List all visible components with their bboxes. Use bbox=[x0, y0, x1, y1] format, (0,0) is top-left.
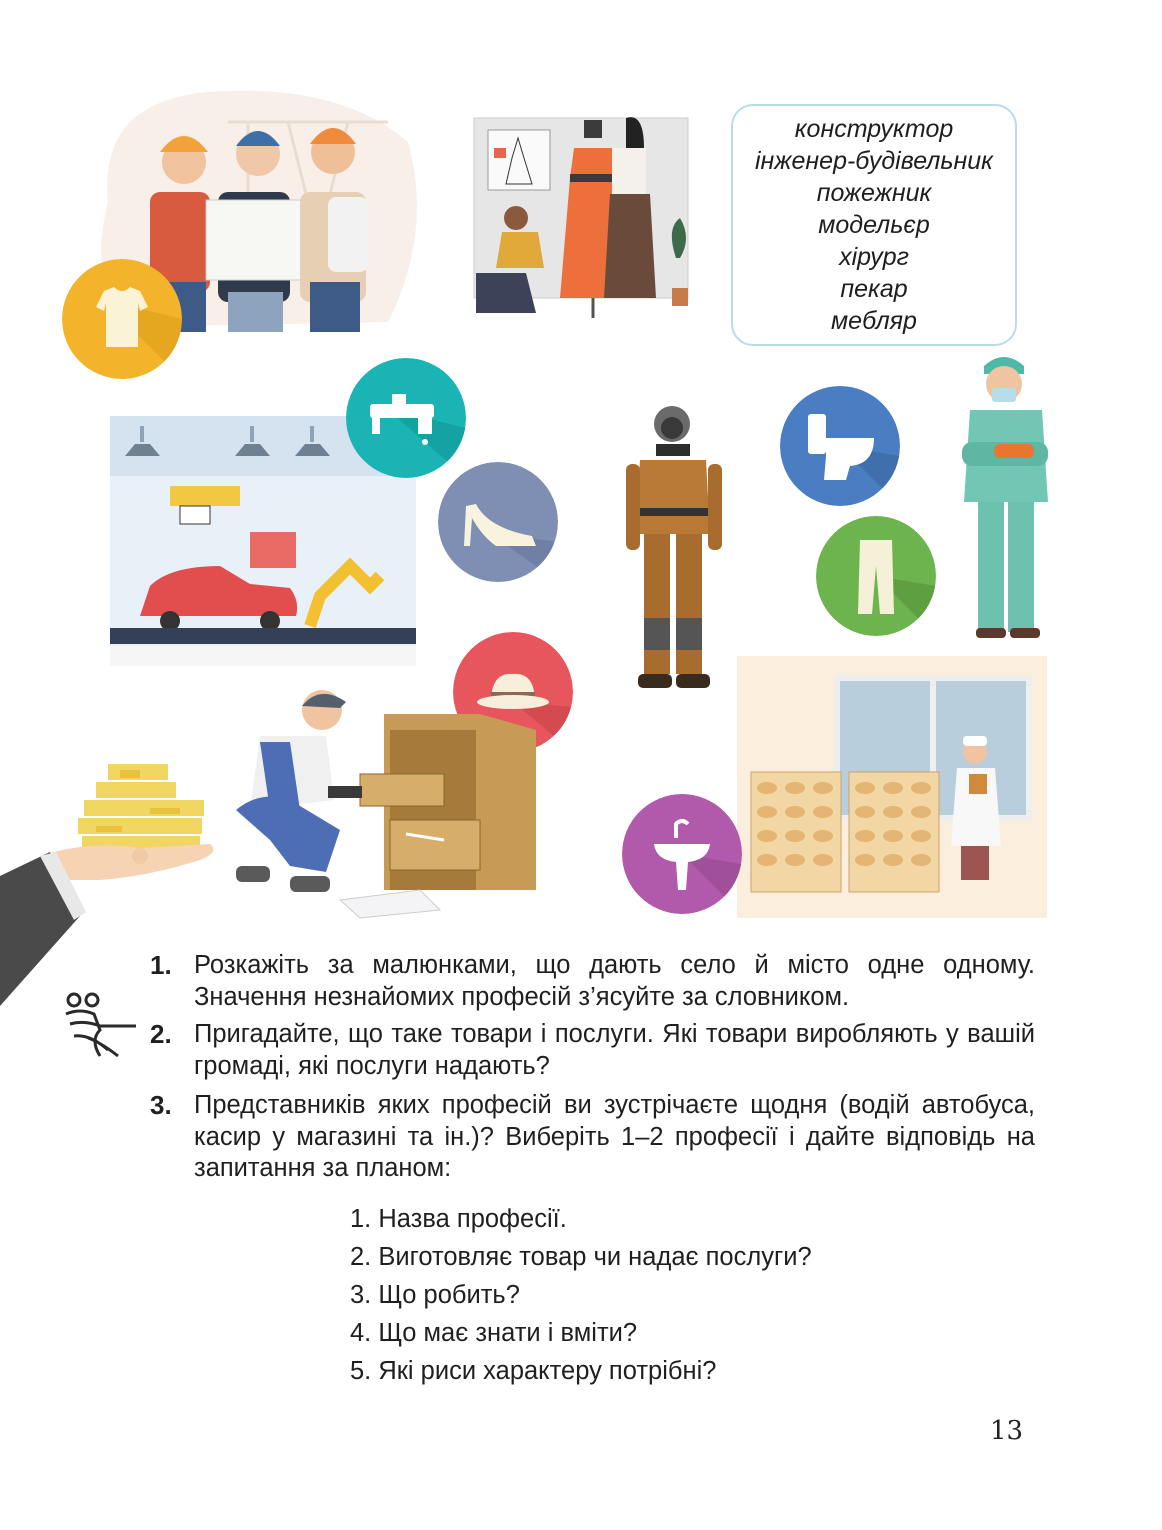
word-surgeon: хірург bbox=[839, 243, 909, 271]
answer-plan bbox=[350, 1200, 812, 1390]
word-firefighter: пожежник bbox=[816, 179, 932, 207]
word-furniture-maker: мебляр bbox=[831, 307, 917, 335]
task-3-text: Представників яких професій ви зустрічаєте щодня (водій автобуса, касир у магазині та ін.)? Виберіть 1–2 професії і дайте відповідь на запитання за планом: bbox=[194, 1091, 1035, 1182]
plan-item: 4. Що має знати і вміти? bbox=[350, 1319, 638, 1347]
task-3-number: 3. bbox=[150, 1090, 172, 1120]
plan-item: 3. Що робить? bbox=[350, 1281, 520, 1309]
teamwork-icon bbox=[60, 990, 140, 1060]
t-shirt-icon bbox=[62, 259, 182, 379]
task-2 bbox=[150, 1019, 1035, 1082]
trousers-icon bbox=[816, 516, 936, 636]
task-1-number: 1. bbox=[150, 950, 172, 980]
word-baker: пекар bbox=[840, 275, 908, 303]
page-number: 13 bbox=[990, 1416, 1024, 1446]
high-heel-shoe-icon bbox=[438, 462, 558, 582]
faucet-icon bbox=[346, 358, 466, 478]
plan-item: 2. Виготовляє товар чи надає послуги? bbox=[350, 1243, 812, 1271]
plan-item: 1. Назва професії. bbox=[350, 1205, 567, 1233]
word-constructor: конструктор bbox=[794, 115, 954, 143]
task-1 bbox=[150, 950, 1035, 1013]
word-fashion-designer: модельєр bbox=[818, 211, 930, 239]
bakery-illustration bbox=[737, 656, 1047, 918]
task-1-text: Розкажіть за малюнками, що дають село й місто одне одному. Значення незнайомих професій з’ясуйте за словником. bbox=[194, 951, 1035, 1011]
task-2-text: Пригадайте, що таке товари і послуги. Які товари виробляють у вашій громаді, які послуги надають? bbox=[194, 1020, 1035, 1080]
fashion-designer-illustration bbox=[466, 108, 698, 322]
task-3 bbox=[150, 1090, 1035, 1185]
task-2-number: 2. bbox=[150, 1019, 172, 1049]
professions-word-box bbox=[731, 104, 1017, 346]
word-civil-engineer: інженер-будівельник bbox=[755, 147, 993, 175]
plan-item: 5. Які риси характеру потрібні? bbox=[350, 1357, 717, 1385]
firefighter-illustration bbox=[626, 404, 722, 696]
furniture-maker-illustration bbox=[230, 690, 542, 920]
surgeon-illustration bbox=[958, 352, 1056, 642]
washbasin-icon bbox=[622, 794, 742, 914]
toilet-icon bbox=[780, 386, 900, 506]
